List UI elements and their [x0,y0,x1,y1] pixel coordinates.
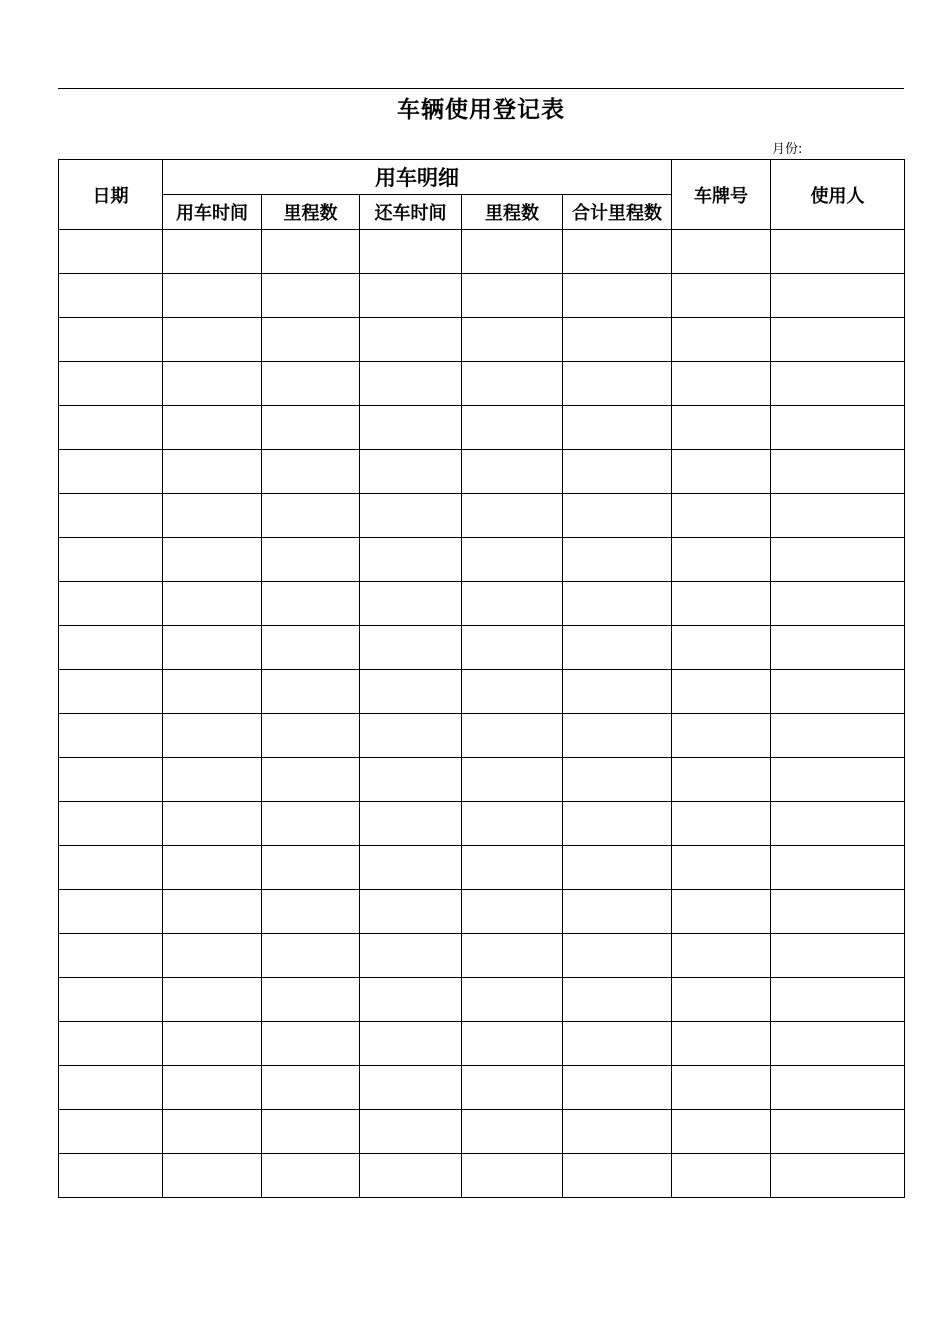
table-cell[interactable] [59,1154,163,1198]
table-row [59,450,905,494]
table-cell[interactable] [59,802,163,846]
table-cell[interactable] [163,802,262,846]
table-cell[interactable] [59,538,163,582]
table-cell[interactable] [262,846,360,890]
table-cell[interactable] [163,274,262,318]
table-cell[interactable] [563,582,672,626]
table-cell[interactable] [59,230,163,274]
table-cell[interactable] [262,714,360,758]
table-cell[interactable] [262,538,360,582]
table-cell[interactable] [360,1066,462,1110]
table-cell[interactable] [163,450,262,494]
table-cell[interactable] [563,406,672,450]
table-cell[interactable] [163,890,262,934]
table-cell[interactable] [771,714,905,758]
col-header-user: 使用人 [771,160,905,230]
table-cell[interactable] [563,1154,672,1198]
table-cell[interactable] [262,1066,360,1110]
table-cell[interactable] [672,582,771,626]
table-cell[interactable] [563,1022,672,1066]
table-cell[interactable] [563,890,672,934]
table-cell[interactable] [563,538,672,582]
table-cell[interactable] [59,670,163,714]
table-cell[interactable] [672,1154,771,1198]
table-cell[interactable] [59,318,163,362]
table-cell[interactable] [163,1110,262,1154]
table-cell[interactable] [59,274,163,318]
table-row [59,758,905,802]
table-cell[interactable] [462,450,563,494]
table-cell[interactable] [262,802,360,846]
table-cell[interactable] [771,1066,905,1110]
table-cell[interactable] [163,626,262,670]
table-cell[interactable] [771,538,905,582]
table-cell[interactable] [672,538,771,582]
table-cell[interactable] [563,494,672,538]
table-cell[interactable] [163,318,262,362]
table-cell[interactable] [771,274,905,318]
table-cell[interactable] [360,626,462,670]
table-cell[interactable] [360,978,462,1022]
table-cell[interactable] [672,846,771,890]
table-cell[interactable] [59,582,163,626]
table-cell[interactable] [563,758,672,802]
table-cell[interactable] [462,494,563,538]
table-cell[interactable] [672,758,771,802]
table-cell[interactable] [262,230,360,274]
table-cell[interactable] [672,670,771,714]
table-cell[interactable] [59,1022,163,1066]
table-cell[interactable] [262,274,360,318]
table-cell[interactable] [563,670,672,714]
table-cell[interactable] [262,1110,360,1154]
table-cell[interactable] [672,362,771,406]
table-cell[interactable] [59,406,163,450]
table-cell[interactable] [360,846,462,890]
header-row-1 [59,160,905,195]
table-cell[interactable] [771,846,905,890]
table-cell[interactable] [672,450,771,494]
table-cell[interactable] [563,230,672,274]
table-cell[interactable] [163,1066,262,1110]
table-cell[interactable] [262,1154,360,1198]
table-cell[interactable] [360,1110,462,1154]
table-cell[interactable] [360,934,462,978]
table-cell[interactable] [462,406,563,450]
table-cell[interactable] [771,362,905,406]
table-row [59,1154,905,1198]
table-body [59,230,905,1198]
table-cell[interactable] [771,450,905,494]
table-row [59,362,905,406]
table-cell[interactable] [771,318,905,362]
table-row [59,978,905,1022]
table-cell[interactable] [672,274,771,318]
table-cell[interactable] [360,538,462,582]
table-cell[interactable] [360,890,462,934]
table-cell[interactable] [59,1110,163,1154]
table-cell[interactable] [563,274,672,318]
table-cell[interactable] [771,582,905,626]
vehicle-usage-table [58,159,905,1198]
table-cell[interactable] [672,230,771,274]
table-cell[interactable] [163,582,262,626]
table-row [59,1110,905,1154]
table-row [59,538,905,582]
table-cell[interactable] [59,450,163,494]
table-row [59,1022,905,1066]
col-header-plate-number: 车牌号 [672,160,771,230]
table-cell[interactable] [59,1066,163,1110]
table-cell[interactable] [262,450,360,494]
table-cell[interactable] [59,934,163,978]
table-cell[interactable] [163,670,262,714]
col-header-start-mileage: 里程数 [262,195,360,230]
table-cell[interactable] [360,274,462,318]
table-row [59,934,905,978]
table-cell[interactable] [672,978,771,1022]
table-cell[interactable] [360,318,462,362]
table-cell[interactable] [163,362,262,406]
table-cell[interactable] [771,1110,905,1154]
col-header-detail-group: 用车明细 [163,160,672,195]
table-cell[interactable] [462,1154,563,1198]
table-cell[interactable] [163,978,262,1022]
table-row [59,714,905,758]
table-cell[interactable] [262,1022,360,1066]
table-cell[interactable] [262,670,360,714]
table-cell[interactable] [462,758,563,802]
table-row [59,274,905,318]
table-row [59,846,905,890]
table-cell[interactable] [462,1110,563,1154]
table-cell[interactable] [771,1154,905,1198]
table-cell[interactable] [262,934,360,978]
table-row [59,230,905,274]
table-cell[interactable] [59,626,163,670]
table-row [59,802,905,846]
table-cell[interactable] [163,1022,262,1066]
col-header-total-mileage: 合计里程数 [563,195,672,230]
table-cell[interactable] [59,714,163,758]
table-cell[interactable] [672,318,771,362]
table-cell[interactable] [462,1022,563,1066]
form-title: 车辆使用登记表 [397,97,565,123]
table-row [59,1066,905,1110]
table-cell[interactable] [563,802,672,846]
table-cell[interactable] [262,582,360,626]
table-cell[interactable] [59,978,163,1022]
table-cell[interactable] [771,934,905,978]
table-cell[interactable] [262,626,360,670]
table-cell[interactable] [360,1154,462,1198]
table-cell[interactable] [771,758,905,802]
table-cell[interactable] [563,1110,672,1154]
table-cell[interactable] [672,494,771,538]
table-cell[interactable] [563,978,672,1022]
table-cell[interactable] [262,318,360,362]
col-header-return-mileage: 里程数 [462,195,563,230]
table-cell[interactable] [563,318,672,362]
table-row [59,406,905,450]
table-cell[interactable] [672,1110,771,1154]
table-cell[interactable] [563,626,672,670]
col-header-return-time: 还车时间 [360,195,462,230]
table-cell[interactable] [462,890,563,934]
table-cell[interactable] [672,406,771,450]
table-cell[interactable] [462,846,563,890]
table-cell[interactable] [462,802,563,846]
table-cell[interactable] [462,538,563,582]
table-cell[interactable] [771,494,905,538]
table-cell[interactable] [360,582,462,626]
table-cell[interactable] [360,670,462,714]
table-cell[interactable] [360,758,462,802]
table-cell[interactable] [360,406,462,450]
table-cell[interactable] [563,714,672,758]
table-cell[interactable] [462,1066,563,1110]
table-cell[interactable] [262,494,360,538]
table-row [59,582,905,626]
table-cell[interactable] [771,802,905,846]
table-cell[interactable] [59,758,163,802]
table-cell[interactable] [59,890,163,934]
table-cell[interactable] [163,538,262,582]
table-cell[interactable] [163,1154,262,1198]
table-cell[interactable] [771,890,905,934]
table-cell[interactable] [262,362,360,406]
table-cell[interactable] [672,626,771,670]
table-cell[interactable] [163,714,262,758]
table-cell[interactable] [563,1066,672,1110]
table-row [59,494,905,538]
table-cell[interactable] [360,230,462,274]
col-header-date: 日期 [59,160,163,230]
table-cell[interactable] [563,450,672,494]
top-rule [58,88,904,89]
table-cell[interactable] [563,362,672,406]
table-row [59,626,905,670]
table-cell[interactable] [563,846,672,890]
table-cell[interactable] [462,934,563,978]
month-label: 月份: [772,142,803,157]
table-cell[interactable] [462,626,563,670]
table-cell[interactable] [672,1022,771,1066]
table-cell[interactable] [163,934,262,978]
table-cell[interactable] [462,978,563,1022]
table-cell[interactable] [672,890,771,934]
table-cell[interactable] [462,318,563,362]
table-cell[interactable] [262,406,360,450]
table-cell[interactable] [771,406,905,450]
table-cell[interactable] [563,934,672,978]
table-cell[interactable] [59,494,163,538]
table-cell[interactable] [59,846,163,890]
table-row [59,318,905,362]
table-cell[interactable] [462,362,563,406]
table-cell[interactable] [360,1022,462,1066]
table-cell[interactable] [360,450,462,494]
table-cell[interactable] [771,1022,905,1066]
table-cell[interactable] [771,670,905,714]
table-cell[interactable] [262,890,360,934]
table-cell[interactable] [462,230,563,274]
table-cell[interactable] [672,934,771,978]
table-cell[interactable] [262,978,360,1022]
table-cell[interactable] [163,406,262,450]
table-cell[interactable] [163,846,262,890]
table-cell[interactable] [771,230,905,274]
table-cell[interactable] [462,582,563,626]
table-cell[interactable] [672,714,771,758]
col-header-start-time: 用车时间 [163,195,262,230]
table-cell[interactable] [672,802,771,846]
table-cell[interactable] [360,494,462,538]
table-cell[interactable] [462,714,563,758]
table-row [59,670,905,714]
table-cell[interactable] [360,714,462,758]
table-row [59,890,905,934]
table-cell[interactable] [771,978,905,1022]
table-cell[interactable] [163,230,262,274]
table-cell[interactable] [163,494,262,538]
table-cell[interactable] [360,362,462,406]
table-cell[interactable] [462,274,563,318]
table-cell[interactable] [163,758,262,802]
table-cell[interactable] [771,626,905,670]
table-cell[interactable] [672,1066,771,1110]
table-cell[interactable] [360,802,462,846]
table-cell[interactable] [462,670,563,714]
table-cell[interactable] [59,362,163,406]
table-cell[interactable] [262,758,360,802]
